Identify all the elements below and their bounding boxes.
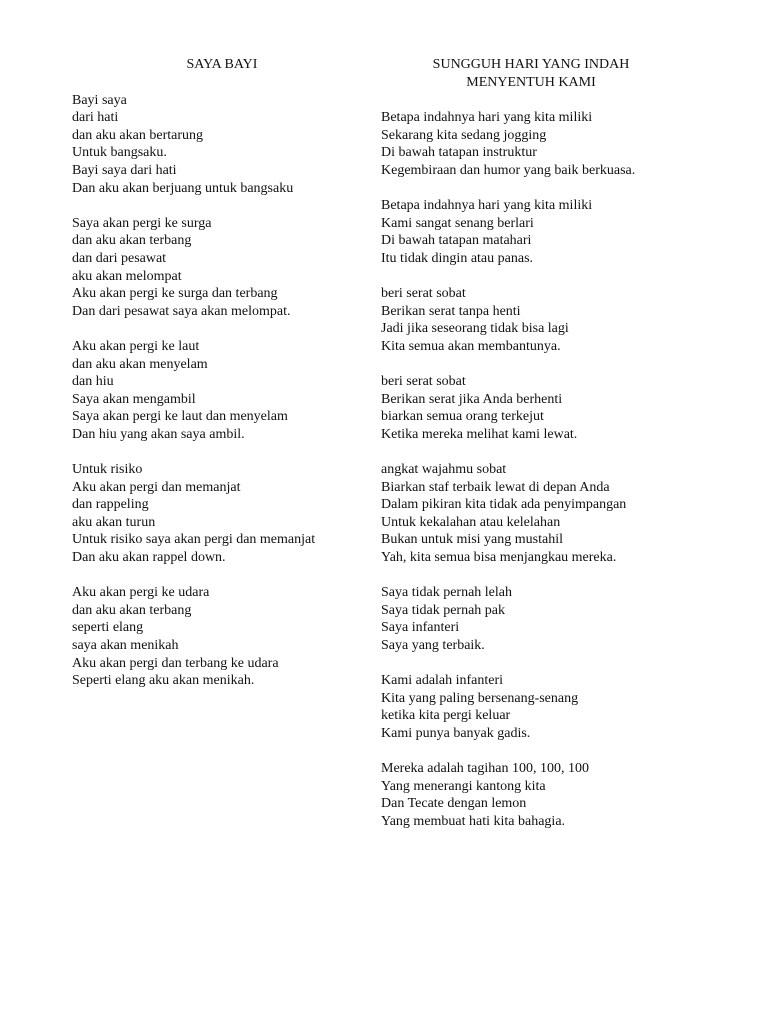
- stanza: [381, 373, 701, 443]
- right-poem: [381, 56, 701, 848]
- poem-line: angkat wajahmu sobat: [381, 462, 507, 478]
- poem-line: Saya yang terbaik.: [381, 638, 485, 653]
- poem-line: dan rappeling: [72, 497, 149, 513]
- poem-line: Kegembiraan dan humor yang baik berkuasa.: [381, 162, 636, 178]
- poem-line: dan aku akan bertarung: [72, 127, 203, 143]
- poem-line: Aku akan pergi ke surga dan terbang: [72, 286, 278, 302]
- stanza: [72, 215, 372, 321]
- poem-line: Saya tidak pernah lelah: [381, 585, 513, 601]
- poem-line: Dan aku akan berjuang untuk bangsaku: [72, 180, 294, 196]
- poem-line: Aku akan pergi ke laut: [72, 338, 200, 354]
- poem-line: seperti elang: [72, 620, 144, 636]
- poem-line: Itu tidak dingin atau panas.: [381, 250, 534, 266]
- poem-line: beri serat sobat: [381, 286, 466, 302]
- poem-line: Saya infanteri: [381, 620, 460, 636]
- stanza: [381, 109, 701, 179]
- poem-line: Dan aku akan rappel down.: [72, 550, 226, 566]
- poem-line: Biarkan staf terbaik lewat di depan Anda: [381, 479, 610, 495]
- poem-line: aku akan melompat: [72, 268, 182, 284]
- poem-line: Ketika mereka melihat kami lewat.: [381, 426, 578, 442]
- poem-line: Yang menerangi kantong kita: [381, 778, 546, 794]
- poem-line: Bayi saya: [72, 92, 127, 108]
- right-title-line: MENYENTUH KAMI: [466, 74, 596, 90]
- right-title-line: SUNGGUH HARI YANG INDAH: [432, 57, 630, 72]
- poem-line: Bukan untuk misi yang mustahil: [381, 532, 563, 548]
- poem-line: Berikan serat tanpa henti: [381, 303, 521, 319]
- poem-line: Berikan serat jika Anda berhenti: [381, 391, 563, 407]
- poem-line: Kami punya banyak gadis.: [381, 725, 531, 741]
- poem-line: aku akan turun: [72, 514, 156, 530]
- poem-line: ketika kita pergi keluar: [381, 708, 511, 724]
- poem-line: Untuk risiko: [72, 462, 143, 478]
- poem-line: dan aku akan terbang: [72, 602, 192, 618]
- poem-line: saya akan menikah: [72, 638, 179, 653]
- poem-line: Sekarang kita sedang jogging: [381, 127, 547, 143]
- stanza: [72, 461, 372, 567]
- stanza: [381, 461, 701, 567]
- poem-line: Dan Tecate dengan lemon: [381, 796, 527, 812]
- poem-line: beri serat sobat: [381, 374, 466, 390]
- stanza: [381, 584, 701, 654]
- stanza: [72, 584, 372, 690]
- poem-line: Bayi saya dari hati: [72, 162, 177, 178]
- poem-line: Untuk bangsaku.: [72, 145, 167, 161]
- poem-line: Kami sangat senang berlari: [381, 215, 534, 231]
- left-poem-title: SAYA BAYI: [186, 57, 258, 72]
- stanza: [72, 92, 372, 198]
- poem-line: Saya tidak pernah pak: [381, 602, 506, 618]
- poem-line: Di bawah tatapan matahari: [381, 233, 532, 249]
- poem-line: Yang membuat hati kita bahagia.: [381, 813, 566, 829]
- poem-line: dan hiu: [72, 374, 114, 390]
- poem-line: Yah, kita semua bisa menjangkau mereka.: [381, 550, 617, 566]
- poem-line: Kita semua akan membantunya.: [381, 338, 561, 354]
- poem-line: Aku akan pergi dan terbang ke udara: [72, 655, 279, 671]
- poem-line: Dan dari pesawat saya akan melompat.: [72, 303, 291, 319]
- poem-line: Di bawah tatapan instruktur: [381, 145, 537, 161]
- poem-line: Dalam pikiran kita tidak ada penyimpangan: [381, 497, 627, 513]
- left-poem-body: [72, 92, 372, 690]
- poem-line: Aku akan pergi dan memanjat: [72, 479, 241, 495]
- poem-line: Untuk risiko saya akan pergi dan memanjat: [72, 532, 316, 548]
- poem-line: Dan hiu yang akan saya ambil.: [72, 426, 245, 442]
- right-poem-body: [381, 109, 701, 830]
- poem-line: Betapa indahnya hari yang kita miliki: [381, 198, 593, 214]
- poem-line: Kami adalah infanteri: [381, 673, 504, 689]
- stanza: [381, 672, 701, 742]
- stanza: [72, 338, 372, 444]
- poem-line: Seperti elang aku akan menikah.: [72, 673, 255, 689]
- poem-line: Saya akan pergi ke surga: [72, 215, 212, 231]
- poem-line: Jadi jika seseorang tidak bisa lagi: [381, 321, 569, 337]
- poem-line: dari hati: [72, 110, 119, 126]
- left-poem: [72, 56, 372, 707]
- poem-line: Betapa indahnya hari yang kita miliki: [381, 110, 593, 126]
- poem-line: dan aku akan menyelam: [72, 356, 208, 372]
- stanza: [381, 197, 701, 267]
- stanza: [381, 285, 701, 355]
- poem-line: Aku akan pergi ke udara: [72, 585, 210, 601]
- poem-line: Untuk kekalahan atau kelelahan: [381, 514, 561, 530]
- poem-line: Kita yang paling bersenang-senang: [381, 690, 579, 706]
- poem-line: Mereka adalah tagihan 100, 100, 100: [381, 761, 589, 777]
- poem-line: Saya akan pergi ke laut dan menyelam: [72, 409, 288, 425]
- stanza: [381, 760, 701, 830]
- poem-line: dan dari pesawat: [72, 250, 167, 266]
- poem-line: biarkan semua orang terkejut: [381, 409, 544, 425]
- right-poem-title: [381, 56, 681, 91]
- poem-line: Saya akan mengambil: [72, 391, 196, 407]
- poem-line: dan aku akan terbang: [72, 233, 192, 249]
